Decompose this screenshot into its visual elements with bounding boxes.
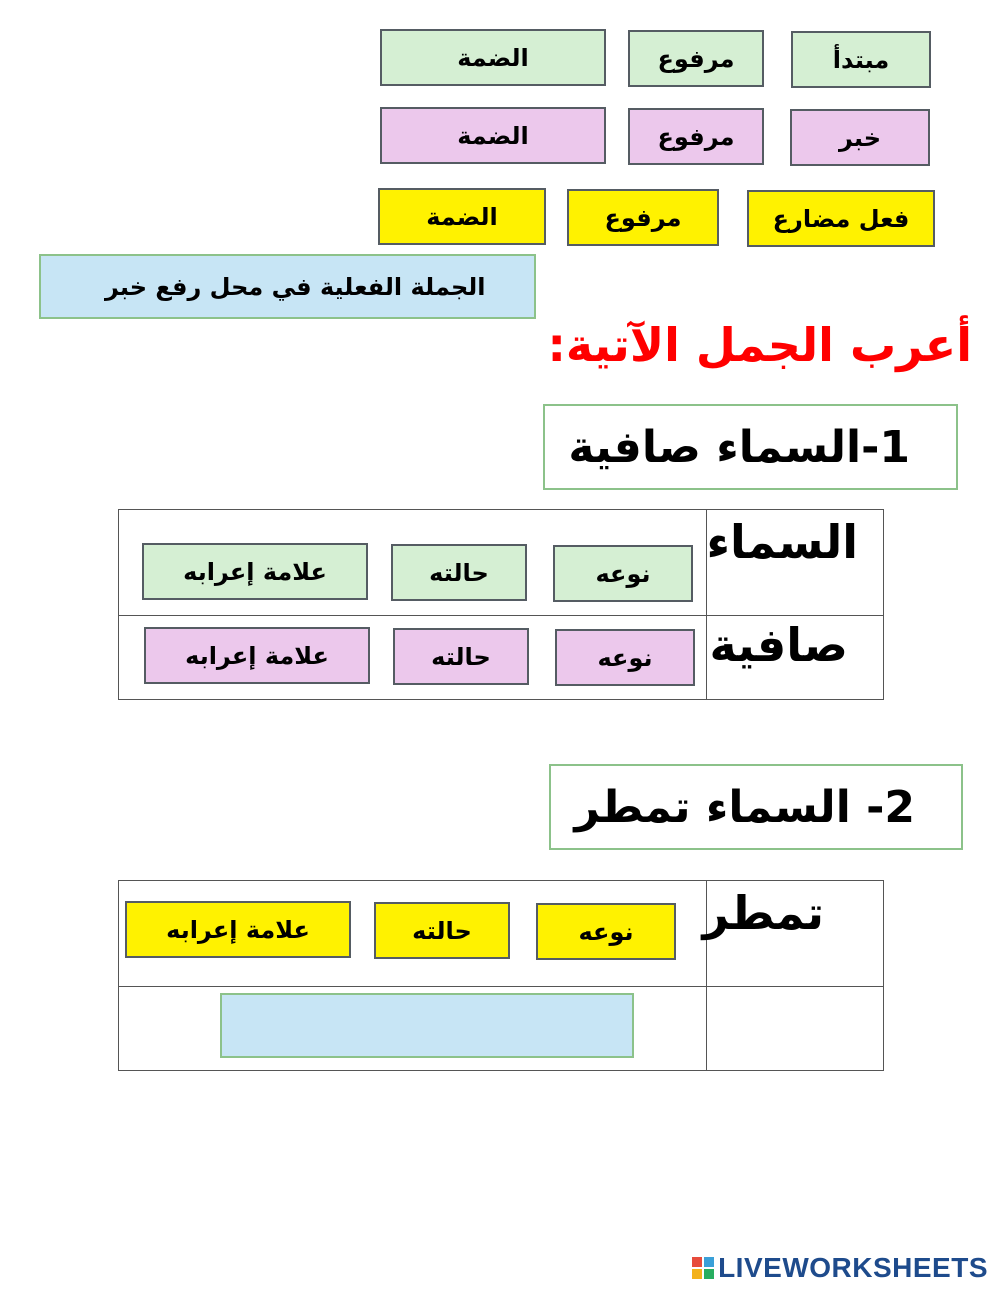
bank-phrase-label: الجملة الفعلية في محل رفع خبر <box>105 272 486 301</box>
bank-chip-damma-2[interactable]: الضمة <box>380 107 606 164</box>
s1-w1-slot-type[interactable]: نوعه <box>553 545 693 602</box>
s1-w2-slot-sign[interactable]: علامة إعرابه <box>144 627 370 684</box>
bank-chip-marfoo-2[interactable]: مرفوع <box>628 108 764 165</box>
bank-chip-damma-3[interactable]: الضمة <box>378 188 546 245</box>
liveworksheets-logo <box>692 1252 988 1284</box>
s1-w1-slot-sign[interactable]: علامة إعرابه <box>142 543 368 600</box>
bank-chip-marfoo-3[interactable]: مرفوع <box>567 189 719 246</box>
bank-chip-fiil-mudari[interactable]: فعل مضارع <box>747 190 935 247</box>
sentence1-title: 1-السماء صافية <box>543 404 958 490</box>
sentence2-word1: تمطر <box>702 886 824 940</box>
bank-chip-marfoo-1[interactable]: مرفوع <box>628 30 764 87</box>
s1-w2-slot-case[interactable]: حالته <box>393 628 529 685</box>
bank-chip-khabar[interactable]: خبر <box>790 109 930 166</box>
s2-w1-slot-case[interactable]: حالته <box>374 902 510 959</box>
s1-w1-slot-case[interactable]: حالته <box>391 544 527 601</box>
sentence2-title: 2- السماء تمطر <box>549 764 963 850</box>
liveworksheets-logo-icon <box>692 1257 714 1279</box>
s1-w2-slot-type[interactable]: نوعه <box>555 629 695 686</box>
s2-w1-slot-sign[interactable]: علامة إعرابه <box>125 901 351 958</box>
s2-phrase-drop-slot[interactable] <box>220 993 634 1058</box>
sentence1-word1: السماء <box>706 515 858 569</box>
bank-chip-mubtada[interactable]: مبتدأ <box>791 31 931 88</box>
brand-label: LIVEWORKSHEETS <box>718 1252 988 1283</box>
s2-w1-slot-type[interactable]: نوعه <box>536 903 676 960</box>
bank-chip-damma-1[interactable]: الضمة <box>380 29 606 86</box>
bank-chip-phrase[interactable] <box>39 254 536 319</box>
sentence1-word2: صافية <box>709 618 848 672</box>
instruction-title: أعرب الجمل الآتية: <box>547 318 972 372</box>
